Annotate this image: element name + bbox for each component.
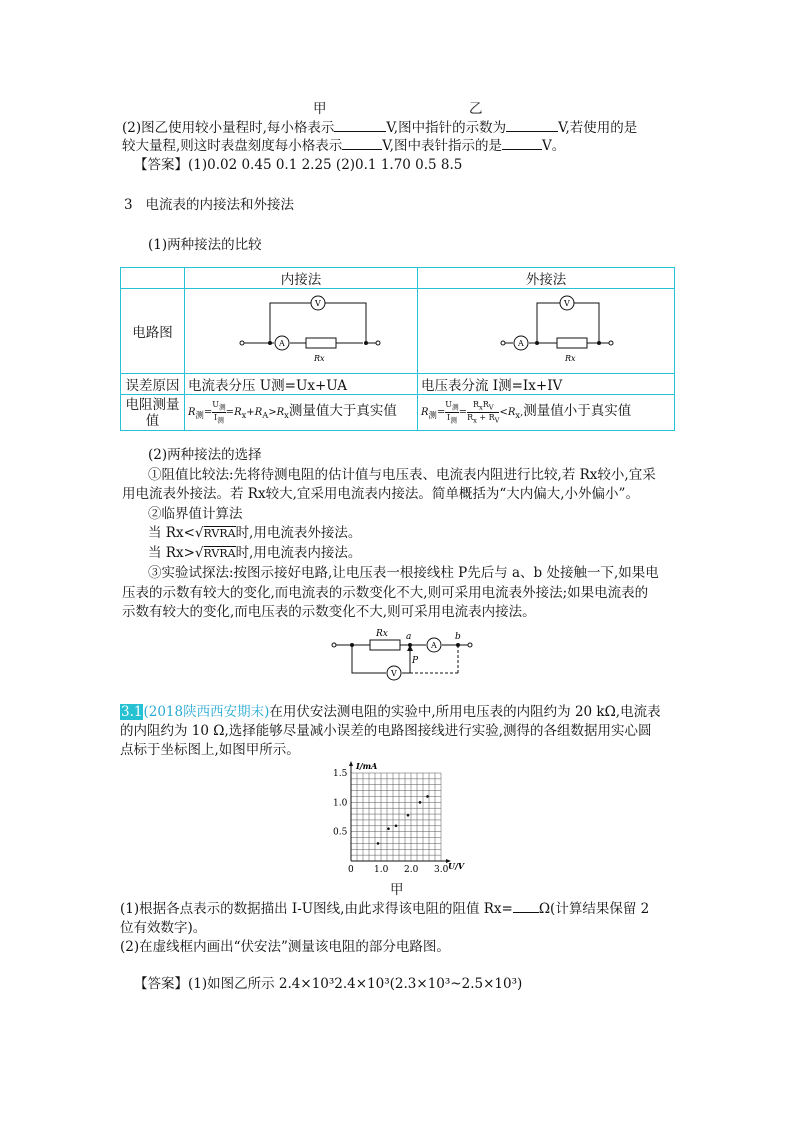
voltmeter-label: V [564, 299, 570, 308]
answer-label: 【答案】 [134, 976, 188, 992]
q2-text-a: (2)图乙使用较小量程时,每小格表示 [122, 120, 335, 136]
data-point [387, 827, 390, 830]
x-tick-label: 1.0 [374, 865, 389, 875]
paragraph-5b: 压表的示数有较大的变化,而电流表的示数变化不大,则可采用电流表外接法;如果电流表的 [122, 585, 649, 601]
q2-text-c: V,若使用的是 [558, 120, 638, 136]
q2-text-f: V。 [541, 138, 566, 154]
voltmeter-label: V [391, 669, 397, 678]
outer-connection-circuit [421, 289, 671, 369]
answer-blank[interactable] [502, 136, 542, 150]
p4-text-b: 时,用电流表内接法。 [235, 545, 362, 561]
comparison-table [120, 267, 675, 431]
q1-text-b: Ω(计算结果保留 2 [538, 901, 650, 917]
y-tick-label: 1.5 [333, 769, 348, 779]
paragraph-2: ②临界值计算法 [148, 506, 243, 522]
row-label-circuit: 电路图 [121, 289, 185, 374]
subsection-1: (1)两种接法的比较 [148, 237, 262, 253]
answer-blank[interactable] [513, 899, 539, 913]
figure-label-jia: 甲 [313, 101, 327, 117]
y-axis-label: I/mA [356, 761, 378, 771]
sqrt-symbol: √ [194, 525, 204, 541]
q2-text-d: 较大量程,则这时表盘刻度每小格表示 [122, 138, 343, 154]
problem-q1-line-1 [120, 897, 649, 917]
answer-line-bottom [134, 972, 522, 992]
resistor-label: Rx [565, 354, 576, 363]
outer-circuit-cell [418, 289, 675, 374]
resistor-label: Rx [314, 354, 325, 363]
p3-text-a: 当 Rx< [148, 525, 195, 541]
table-head-outer: 外接法 [418, 268, 675, 289]
data-point [377, 842, 380, 845]
table-head-inner: 内接法 [185, 268, 418, 289]
trial-circuit [330, 625, 490, 685]
sqrt-symbol: √ [194, 545, 204, 561]
section-number: 3 [124, 197, 133, 213]
data-point [395, 825, 398, 828]
x-tick-label: 3.0 [434, 865, 449, 875]
paragraph-1b: 用电流表外接法。若 Rx较大,宜采用电流表内接法。简单概括为“大内偏大,小外偏小”。 [122, 486, 639, 502]
outer-formula: $R_测=$ $U_测$ $I_测$ = $R_xR_V$ $R_x + R_V$ $<R_x$, [421, 399, 524, 425]
x-tick-label: 0 [348, 865, 354, 875]
problem-line-1 [120, 700, 661, 720]
section-title: 电流表的内接法和外接法 [145, 197, 294, 213]
inner-formula: $R_测=$ $U_测$ $I_测$ $=R_x+R_A>R_x$ [188, 399, 289, 425]
problem-q1-line-2: 位有效数字)。 [120, 920, 207, 936]
x-tick-label: 2.0 [404, 865, 419, 875]
paragraph-1a: ①阻值比较法:先将待测电阻的估计值与电压表、电流表内阻进行比较,若 Rx较小,宜采 [148, 467, 656, 483]
data-point [426, 795, 429, 798]
inner-measure-text: 测量值大于真实值 [288, 403, 397, 420]
outer-error-cause: 电压表分流 I测=Ix+IV [418, 374, 675, 395]
figure-caption-jia: 甲 [390, 882, 404, 898]
section-heading [124, 193, 294, 213]
ammeter-label: A [279, 339, 285, 348]
chart-grid [351, 773, 441, 861]
row-label-error: 误差原因 [121, 374, 185, 395]
q2-text-e: V,图中表针指示的是 [382, 138, 502, 154]
sqrt-expression: RVRA [203, 547, 236, 560]
paragraph-5a: ③实验试探法:按图示接好电路,让电压表一根接线柱 P先后与 a、b 处接触一下,如果电 [148, 565, 659, 581]
paragraph-3 [148, 521, 361, 541]
paragraph-5c: 示数有较大的变化,而电压表的示数变化不大,则可采用电流表内接法。 [122, 604, 536, 620]
row-label-measure-a: 电阻测量 [125, 396, 180, 413]
circuit-a-label: a [406, 632, 412, 642]
row-label-measure-b: 值 [145, 412, 160, 429]
outer-measure-cell [418, 395, 675, 431]
circuit-rx-label: Rx [376, 629, 388, 639]
problem-tag: 3.1 [121, 704, 143, 720]
problem-text-1: 在用伏安法测电阻的实验中,所用电压表的内阻约为 20 kΩ,电流表 [269, 704, 661, 720]
ammeter-label: A [518, 339, 524, 348]
iu-scatter-chart [325, 758, 465, 878]
answer-blank[interactable] [506, 118, 558, 132]
answer-text: (1)如图乙所示 2.4×10³2.4×10³(2.3×10³~2.5×10³) [188, 976, 523, 992]
outer-measure-text: 测量值小于真实值 [523, 403, 632, 420]
answer-blank[interactable] [334, 118, 386, 132]
circuit-b-label: b [455, 632, 461, 642]
question-2-line-1 [122, 116, 637, 136]
figure-label-yi: 乙 [469, 101, 483, 117]
problem-line-2: 的内阻约为 10 Ω,选择能够尽量减小误差的电路图接线进行实验,测得的各组数据用实心圆 [120, 723, 652, 739]
answer-line-top [134, 153, 462, 173]
inner-error-cause: 电流表分压 U测=Ux+UA [185, 374, 418, 395]
x-axis-label: U/V [448, 861, 465, 871]
q1-text-a: (1)根据各点表示的数据描出 I-U图线,由此求得该电阻的阻值 Rx= [120, 901, 513, 917]
paragraph-4 [148, 541, 361, 561]
sqrt-expression: RVRA [203, 527, 236, 540]
question-2-line-2 [122, 134, 565, 154]
p4-text-a: 当 Rx> [148, 545, 195, 561]
ammeter-label: A [431, 641, 437, 650]
data-point [407, 814, 410, 817]
answer-text: (1)0.02 0.45 0.1 2.25 (2)0.1 1.70 0.5 8.5 [188, 157, 463, 173]
table-corner [121, 268, 185, 289]
chart-axes [349, 761, 451, 863]
inner-circuit-cell [185, 289, 418, 374]
circuit-p-label: P [412, 656, 419, 666]
y-tick-label: 1.0 [333, 798, 348, 809]
answer-blank[interactable] [342, 136, 382, 150]
subsection-2: (2)两种接法的选择 [148, 447, 262, 463]
problem-line-3: 点标于坐标图上,如图甲所示。 [120, 742, 300, 758]
inner-connection-circuit [188, 289, 414, 369]
y-axis-arrow [349, 761, 353, 766]
row-label-measure [121, 395, 185, 431]
y-tick-label: 0.5 [333, 827, 348, 838]
problem-source[interactable]: (2018陕西西安期末) [143, 704, 270, 720]
p3-text-b: 时,用电流表外接法。 [235, 525, 362, 541]
data-point [419, 801, 422, 804]
voltmeter-label: V [315, 299, 321, 308]
q2-text-b: V,图中指针的示数为 [386, 120, 507, 136]
inner-measure-cell [185, 395, 418, 431]
problem-q2: (2)在虚线框内画出“伏安法”测量该电阻的部分电路图。 [120, 939, 450, 955]
answer-label: 【答案】 [134, 157, 188, 173]
